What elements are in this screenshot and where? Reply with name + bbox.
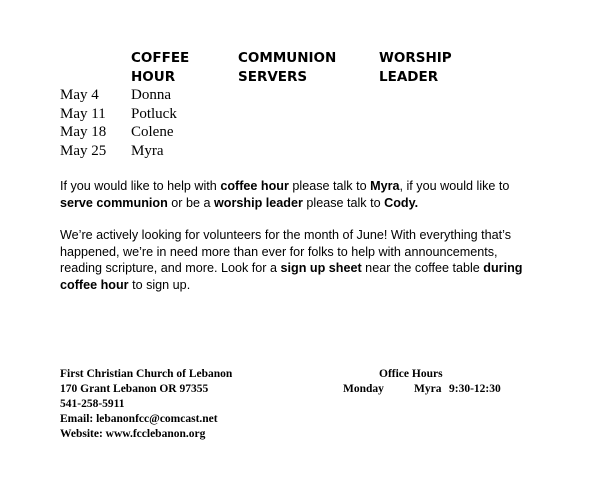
header-line: COFFEE xyxy=(131,50,190,66)
text-run: near the coffee table xyxy=(361,261,484,275)
text-run-bold: during coffee hour xyxy=(60,261,523,292)
church-contact-block xyxy=(60,367,232,442)
church-name: First Christian Church of Lebanon xyxy=(60,368,233,380)
coffee-hour-volunteer: Donna xyxy=(131,87,171,103)
schedule-date: May 18 xyxy=(60,124,107,140)
volunteer-contact-paragraph xyxy=(60,178,530,211)
worship-leader-header xyxy=(379,49,452,87)
office-hours-time: 9:30-12:30 xyxy=(449,383,501,395)
coffee-hour-volunteer: Potluck xyxy=(131,105,177,122)
text-run: please talk to xyxy=(288,179,371,193)
schedule-date: May 4 xyxy=(60,87,99,103)
text-run: If you would like to help with xyxy=(60,179,221,193)
header-line: LEADER xyxy=(379,69,439,85)
text-run-bold: Myra xyxy=(370,179,400,193)
office-hours-block xyxy=(342,367,512,397)
text-run-bold: coffee hour xyxy=(220,179,289,193)
text-run: , if you would like to xyxy=(399,179,510,193)
text-run-bold: serve communion xyxy=(60,195,168,210)
text-run-bold: sign up sheet xyxy=(280,261,362,275)
coffee-hour-volunteer: Colene xyxy=(131,124,174,140)
office-hours-person: Myra xyxy=(414,383,442,395)
communion-servers-header xyxy=(238,49,336,87)
office-hours-row xyxy=(342,382,512,397)
church-phone: 541-258-5911 xyxy=(60,398,125,410)
text-run-bold: worship leader xyxy=(214,195,303,210)
office-hours-title: Office Hours xyxy=(379,368,443,380)
text-run-bold: Cody. xyxy=(384,195,419,210)
office-hours-day: Monday xyxy=(343,383,384,395)
header-line: COMMUNION xyxy=(238,50,337,66)
header-line: HOUR xyxy=(131,69,176,85)
header-line: WORSHIP xyxy=(379,50,452,66)
church-address: 170 Grant Lebanon OR 97355 xyxy=(60,383,209,395)
june-volunteers-paragraph xyxy=(60,227,530,293)
text-run: or be a xyxy=(167,195,214,210)
text-run: please talk to xyxy=(302,195,385,210)
header-line: SERVERS xyxy=(238,69,308,85)
schedule-date: May 25 xyxy=(60,142,107,159)
coffee-hour-header xyxy=(131,49,189,87)
text-run: to sign up. xyxy=(128,277,191,292)
coffee-hour-volunteer: Myra xyxy=(131,142,164,159)
text-run: We’re actively looking for volunteers for the month of June! With everything that’s happened, we’re in need more than ever for folks to help with announcements, reading scripture, and more. Look for a xyxy=(60,228,512,275)
schedule-date: May 11 xyxy=(60,105,106,122)
church-website: Website: www.fcclebanon.org xyxy=(60,428,206,440)
church-email: Email: lebanonfcc@comcast.net xyxy=(60,413,218,425)
